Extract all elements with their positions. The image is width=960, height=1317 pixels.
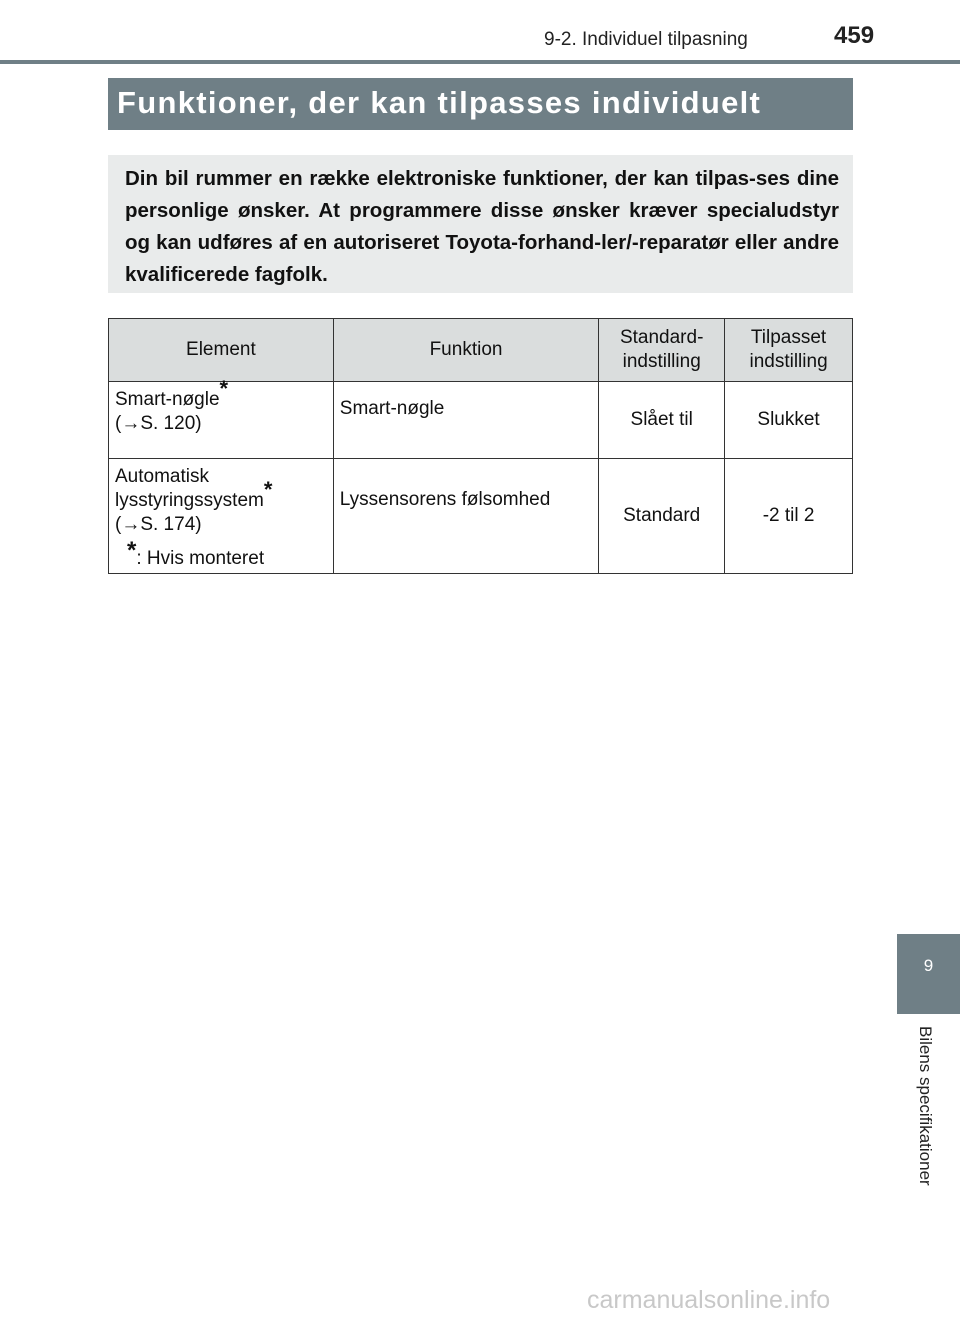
intro-box (108, 155, 853, 293)
cell-funktion: Smart-nøgle (333, 382, 598, 459)
cell-standard: Slået til (599, 382, 725, 459)
table-header-row (109, 319, 853, 382)
header-tilpasset (725, 319, 853, 382)
settings-table (108, 318, 853, 574)
header-element-label: Element (186, 339, 256, 360)
footnote-marker: * (219, 375, 229, 401)
chapter-tab (897, 934, 960, 1014)
page-reference: (→S. 120) (115, 413, 202, 434)
element-name-line2: lysstyringssystem (115, 490, 264, 511)
section-heading: 9-2. Individuel tilpasning (544, 29, 748, 50)
header-standard (599, 319, 725, 382)
chapter-number: 9 (923, 956, 934, 975)
header-tilpasset-line2: indstilling (749, 351, 828, 372)
cell-tilpasset: Slukket (725, 382, 853, 459)
page-title: Funktioner, der kan tilpasses individuelt (117, 85, 762, 120)
header-tilpasset-line1: Tilpasset (750, 327, 827, 348)
footnote-text: : Hvis monteret (136, 548, 265, 569)
cell-funktion: Lyssensorens følsomhed (333, 459, 598, 574)
cell-standard: Standard (599, 459, 725, 574)
intro-text: Din bil rummer en række elektroniske funktioner, der kan tilpas-ses dine personlige ønsker. At programmere disse ønsker kræver specialudstyr og kan udføres af en autoriseret Toyota-forhand-ler/-reparatør eller andre kvalificerede fagfolk. (125, 167, 839, 286)
header-rule (0, 60, 960, 64)
table-row (109, 382, 853, 459)
cell-tilpasset: -2 til 2 (725, 459, 853, 574)
footnote-marker: * (263, 476, 273, 502)
footnote-star: * (127, 537, 137, 564)
header-standard-line2: indstilling (622, 351, 701, 372)
page-number: 459 (834, 22, 875, 49)
title-bar (108, 78, 853, 130)
page-reference: (→S. 174) (115, 514, 202, 535)
header-standard-line1: Standard- (619, 327, 704, 348)
cell-element (109, 375, 334, 459)
header-funktion (333, 319, 598, 382)
footnote (127, 537, 265, 571)
header-funktion-label: Funktion (429, 339, 503, 360)
header-element (109, 319, 334, 382)
element-name: Smart-nøgle (115, 389, 220, 410)
element-name-line1: Automatisk (115, 466, 209, 487)
chapter-label: Bilens specifikationer (916, 1026, 935, 1186)
watermark: carmanualsonline.info (587, 1286, 831, 1314)
